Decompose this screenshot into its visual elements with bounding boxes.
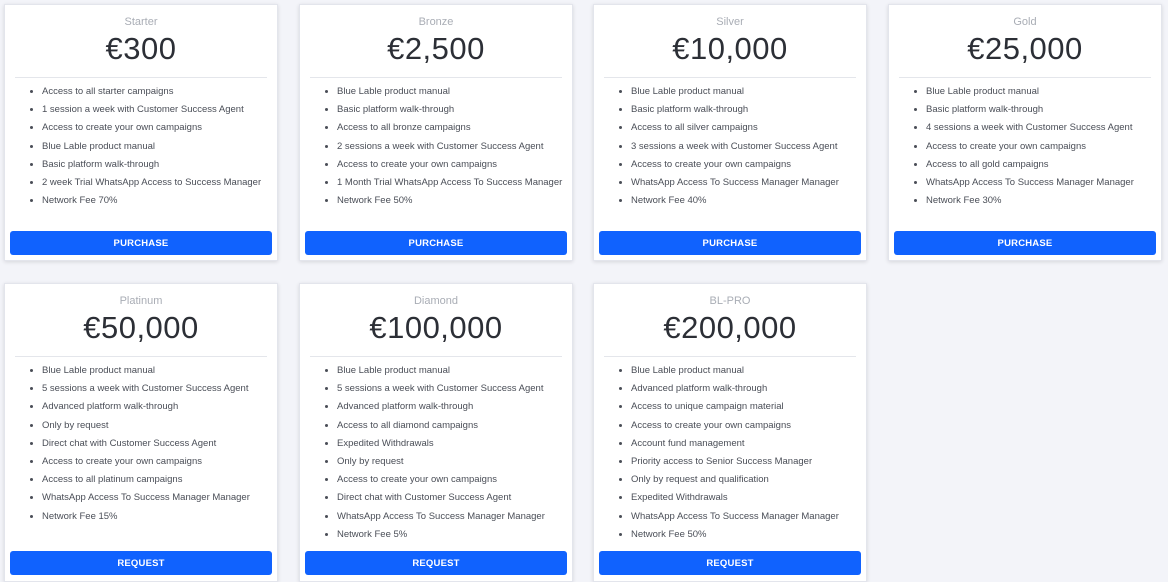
feature-item: • Blue Lable product manual bbox=[926, 85, 1153, 98]
feature-item: • Access to create your own campaigns bbox=[337, 158, 564, 171]
feature-item: • 4 sessions a week with Customer Success Agent bbox=[926, 121, 1153, 134]
feature-item: • WhatsApp Access To Success Manager Manager bbox=[42, 491, 269, 504]
plan-name: Gold bbox=[1013, 16, 1037, 28]
feature-item: • 5 sessions a week with Customer Success Agent bbox=[42, 382, 269, 395]
plan-price: €200,000 bbox=[663, 310, 797, 345]
plan-price: €300 bbox=[105, 31, 177, 66]
purchase-button[interactable]: PURCHASE bbox=[305, 231, 567, 255]
feature-item: • Basic platform walk-through bbox=[42, 158, 269, 171]
feature-item: • Expedited Withdrawals bbox=[337, 437, 564, 450]
feature-item: • Access to create your own campaigns bbox=[42, 455, 269, 468]
purchase-button[interactable]: PURCHASE bbox=[599, 231, 861, 255]
feature-item: • Access to all bronze campaigns bbox=[337, 121, 564, 134]
feature-item: • Access to all platinum campaigns bbox=[42, 473, 269, 486]
divider bbox=[15, 356, 267, 357]
feature-item: • Network Fee 5% bbox=[337, 528, 564, 541]
feature-item: • 1 Month Trial WhatsApp Access To Success Manager bbox=[337, 176, 564, 189]
feature-item: • Account fund management bbox=[631, 437, 858, 450]
feature-item: • Only by request and qualification bbox=[631, 473, 858, 486]
feature-item: • Access to create your own campaigns bbox=[631, 158, 858, 171]
feature-item: • Blue Lable product manual bbox=[631, 85, 858, 98]
feature-item: • Network Fee 15% bbox=[42, 510, 269, 523]
divider bbox=[604, 356, 856, 357]
feature-list bbox=[5, 85, 277, 212]
plan-card-gold bbox=[888, 4, 1162, 261]
plan-card-diamond bbox=[299, 283, 573, 582]
feature-item: • Only by request bbox=[337, 455, 564, 468]
feature-item: • 3 sessions a week with Customer Success Agent bbox=[631, 140, 858, 153]
feature-item: • Network Fee 30% bbox=[926, 194, 1153, 207]
divider bbox=[899, 77, 1151, 78]
divider bbox=[310, 77, 562, 78]
feature-list bbox=[300, 364, 572, 546]
plan-card-bronze bbox=[299, 4, 573, 261]
feature-item: • Direct chat with Customer Success Agent bbox=[42, 437, 269, 450]
feature-item: • WhatsApp Access To Success Manager Manager bbox=[631, 176, 858, 189]
feature-item: • Blue Lable product manual bbox=[631, 364, 858, 377]
divider bbox=[604, 77, 856, 78]
feature-item: • Blue Lable product manual bbox=[42, 140, 269, 153]
feature-item: • 5 sessions a week with Customer Success Agent bbox=[337, 382, 564, 395]
feature-item: • Expedited Withdrawals bbox=[631, 491, 858, 504]
feature-item: • 1 session a week with Customer Success Agent bbox=[42, 103, 269, 116]
plan-price: €100,000 bbox=[369, 310, 503, 345]
feature-item: • 2 week Trial WhatsApp Access to Success Manager bbox=[42, 176, 269, 189]
purchase-button[interactable]: PURCHASE bbox=[894, 231, 1156, 255]
feature-item: • Advanced platform walk-through bbox=[631, 382, 858, 395]
feature-item: • Advanced platform walk-through bbox=[42, 400, 269, 413]
feature-item: • Access to all diamond campaigns bbox=[337, 419, 564, 432]
feature-item: • Access to all starter campaigns bbox=[42, 85, 269, 98]
feature-item: • Direct chat with Customer Success Agent bbox=[337, 491, 564, 504]
plan-card-platinum bbox=[4, 283, 278, 582]
feature-item: • Network Fee 50% bbox=[631, 528, 858, 541]
request-button[interactable]: REQUEST bbox=[599, 551, 861, 575]
feature-item: • Network Fee 50% bbox=[337, 194, 564, 207]
divider bbox=[310, 356, 562, 357]
purchase-button[interactable]: PURCHASE bbox=[10, 231, 272, 255]
request-button[interactable]: REQUEST bbox=[10, 551, 272, 575]
plan-name: Silver bbox=[716, 16, 744, 28]
feature-item: • Advanced platform walk-through bbox=[337, 400, 564, 413]
feature-list bbox=[594, 364, 866, 546]
feature-item: • Basic platform walk-through bbox=[337, 103, 564, 116]
feature-item: • 2 sessions a week with Customer Success Agent bbox=[337, 140, 564, 153]
feature-item: • WhatsApp Access To Success Manager Manager bbox=[926, 176, 1153, 189]
plan-price: €25,000 bbox=[967, 31, 1083, 66]
plan-name: Bronze bbox=[418, 16, 454, 28]
plan-card-silver bbox=[593, 4, 867, 261]
feature-item: • Network Fee 70% bbox=[42, 194, 269, 207]
feature-item: • Access to create your own campaigns bbox=[337, 473, 564, 486]
feature-item: • Access to create your own campaigns bbox=[926, 140, 1153, 153]
feature-item: • Access to unique campaign material bbox=[631, 400, 858, 413]
feature-item: • Access to create your own campaigns bbox=[631, 419, 858, 432]
plan-name: Platinum bbox=[119, 295, 163, 307]
plan-price: €50,000 bbox=[83, 310, 199, 345]
feature-item: • WhatsApp Access To Success Manager Manager bbox=[337, 510, 564, 523]
feature-list bbox=[300, 85, 572, 212]
feature-item: • Access to all silver campaigns bbox=[631, 121, 858, 134]
feature-item: • Basic platform walk-through bbox=[631, 103, 858, 116]
feature-item: • Access to create your own campaigns bbox=[42, 121, 269, 134]
feature-item: • Blue Lable product manual bbox=[42, 364, 269, 377]
plan-card-starter bbox=[4, 4, 278, 261]
plan-name: BL-PRO bbox=[709, 295, 751, 307]
feature-item: • Blue Lable product manual bbox=[337, 364, 564, 377]
feature-list bbox=[5, 364, 277, 528]
feature-item: • Basic platform walk-through bbox=[926, 103, 1153, 116]
plan-name: Starter bbox=[124, 16, 158, 28]
feature-item: • Network Fee 40% bbox=[631, 194, 858, 207]
plan-price: €2,500 bbox=[387, 31, 485, 66]
plan-name: Diamond bbox=[413, 295, 459, 307]
plan-card-bl-pro bbox=[593, 283, 867, 582]
request-button[interactable]: REQUEST bbox=[305, 551, 567, 575]
plan-price: €10,000 bbox=[672, 31, 788, 66]
feature-item: • WhatsApp Access To Success Manager Manager bbox=[631, 510, 858, 523]
divider bbox=[15, 77, 267, 78]
feature-item: • Access to all gold campaigns bbox=[926, 158, 1153, 171]
feature-item: • Only by request bbox=[42, 419, 269, 432]
feature-item: • Blue Lable product manual bbox=[337, 85, 564, 98]
feature-item: • Priority access to Senior Success Manager bbox=[631, 455, 858, 468]
feature-list bbox=[594, 85, 866, 212]
feature-list bbox=[889, 85, 1161, 212]
